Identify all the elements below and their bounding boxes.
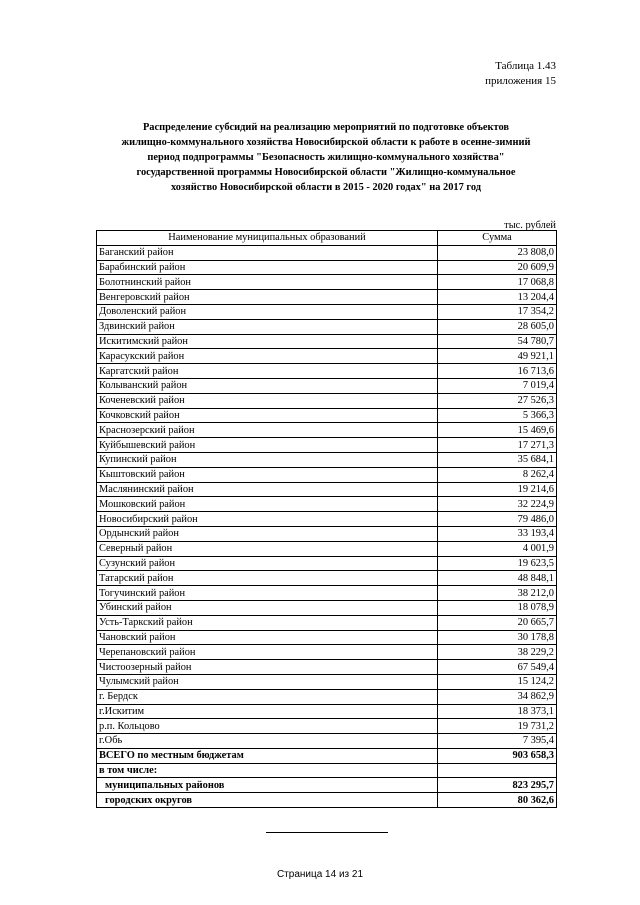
row-sum-cell: 17 354,2 bbox=[438, 304, 557, 319]
table-row bbox=[97, 319, 557, 334]
table-row bbox=[97, 571, 557, 586]
table-row bbox=[97, 689, 557, 704]
row-sum-cell: 15 469,6 bbox=[438, 423, 557, 438]
table-row bbox=[97, 674, 557, 689]
row-name-cell: Искитимский район bbox=[97, 334, 438, 349]
row-sum-cell: 48 848,1 bbox=[438, 571, 557, 586]
row-sum-cell: 79 486,0 bbox=[438, 512, 557, 527]
row-name-cell: Чановский район bbox=[97, 630, 438, 645]
row-sum-cell: 23 808,0 bbox=[438, 245, 557, 260]
footer-separator bbox=[266, 832, 388, 833]
row-name-cell: Ордынский район bbox=[97, 526, 438, 541]
table-row bbox=[97, 630, 557, 645]
table-row bbox=[97, 497, 557, 512]
table-row bbox=[97, 482, 557, 497]
row-name-cell: Болотнинский район bbox=[97, 275, 438, 290]
row-sum-cell: 5 366,3 bbox=[438, 408, 557, 423]
table-row bbox=[97, 334, 557, 349]
row-name-cell: Баганский район bbox=[97, 245, 438, 260]
appendix-reference: приложения 15 bbox=[485, 75, 556, 87]
table-row bbox=[97, 719, 557, 734]
row-name-cell: Карасукский район bbox=[97, 349, 438, 364]
row-name-cell: Маслянинский район bbox=[97, 482, 438, 497]
table-row bbox=[97, 645, 557, 660]
row-name-cell: в том числе: bbox=[97, 763, 438, 778]
row-sum-cell: 49 921,1 bbox=[438, 349, 557, 364]
row-sum-cell: 17 271,3 bbox=[438, 438, 557, 453]
row-name-cell: Барабинский район bbox=[97, 260, 438, 275]
row-name-cell: Убинский район bbox=[97, 600, 438, 615]
row-name-cell: Северный район bbox=[97, 541, 438, 556]
row-sum-cell: 16 713,6 bbox=[438, 364, 557, 379]
page-number: Страница 14 из 21 bbox=[276, 869, 364, 880]
row-sum-cell: 903 658,3 bbox=[438, 748, 557, 763]
title-line: период подпрограммы "Безопасность жилищно-коммунального хозяйства" bbox=[147, 152, 505, 163]
row-name-cell: Усть-Таркский район bbox=[97, 615, 438, 630]
table-row bbox=[97, 586, 557, 601]
row-sum-cell: 18 373,1 bbox=[438, 704, 557, 719]
row-name-cell: г.Искитим bbox=[97, 704, 438, 719]
total-row bbox=[97, 748, 557, 763]
table-row bbox=[97, 615, 557, 630]
row-sum-cell: 19 731,2 bbox=[438, 719, 557, 734]
table-row bbox=[97, 541, 557, 556]
table-row bbox=[97, 704, 557, 719]
row-name-cell: Кочковский район bbox=[97, 408, 438, 423]
row-name-cell: Мошковский район bbox=[97, 497, 438, 512]
units-label: тыс. рублей bbox=[504, 220, 556, 231]
row-name-cell: р.п. Кольцово bbox=[97, 719, 438, 734]
table-row bbox=[97, 556, 557, 571]
table-row bbox=[97, 452, 557, 467]
table-row bbox=[97, 423, 557, 438]
row-name-cell: Колыванский район bbox=[97, 378, 438, 393]
table-header-row bbox=[97, 231, 557, 246]
document-title bbox=[96, 120, 556, 195]
row-sum-cell: 19 214,6 bbox=[438, 482, 557, 497]
row-name-cell: ВСЕГО по местным бюджетам bbox=[97, 748, 438, 763]
row-name-cell: Краснозерский район bbox=[97, 423, 438, 438]
row-sum-cell: 19 623,5 bbox=[438, 556, 557, 571]
breakdown-row bbox=[97, 793, 557, 808]
table-row bbox=[97, 600, 557, 615]
row-name-cell: Черепановский район bbox=[97, 645, 438, 660]
row-name-cell: Коченевский район bbox=[97, 393, 438, 408]
row-name-cell: г.Обь bbox=[97, 734, 438, 749]
row-sum-cell: 54 780,7 bbox=[438, 334, 557, 349]
table-row bbox=[97, 408, 557, 423]
table-row bbox=[97, 349, 557, 364]
row-name-cell: Новосибирский район bbox=[97, 512, 438, 527]
row-sum-cell: 38 212,0 bbox=[438, 586, 557, 601]
row-name-cell: Купинский район bbox=[97, 452, 438, 467]
row-sum-cell: 80 362,6 bbox=[438, 793, 557, 808]
row-sum-cell: 8 262,4 bbox=[438, 467, 557, 482]
table-row bbox=[97, 260, 557, 275]
row-sum-cell: 34 862,9 bbox=[438, 689, 557, 704]
row-sum-cell: 20 609,9 bbox=[438, 260, 557, 275]
table-row bbox=[97, 660, 557, 675]
column-header-name: Наименование муниципальных образований bbox=[97, 231, 438, 246]
table-row bbox=[97, 526, 557, 541]
row-name-cell: Здвинский район bbox=[97, 319, 438, 334]
row-sum-cell: 18 078,9 bbox=[438, 600, 557, 615]
row-sum-cell: 4 001,9 bbox=[438, 541, 557, 556]
row-sum-cell: 7 019,4 bbox=[438, 378, 557, 393]
row-sum-cell: 38 229,2 bbox=[438, 645, 557, 660]
row-sum-cell: 17 068,8 bbox=[438, 275, 557, 290]
column-header-sum: Сумма bbox=[438, 231, 557, 246]
row-sum-cell: 20 665,7 bbox=[438, 615, 557, 630]
table-row bbox=[97, 734, 557, 749]
row-name-cell: Куйбышевский район bbox=[97, 438, 438, 453]
title-line: хозяйство Новосибирской области в 2015 - 2020 годах" на 2017 год bbox=[170, 182, 481, 193]
row-name-cell: городских округов bbox=[97, 793, 438, 808]
row-sum-cell: 13 204,4 bbox=[438, 290, 557, 305]
title-line: Распределение субсидий на реализацию мероприятий по подготовке объектов bbox=[142, 122, 510, 133]
row-name-cell: Тогучинский район bbox=[97, 586, 438, 601]
breakdown-row bbox=[97, 778, 557, 793]
table-row bbox=[97, 290, 557, 305]
title-line: государственной программы Новосибирской области "Жилищно-коммунальное bbox=[136, 167, 516, 178]
row-name-cell: Кыштовский район bbox=[97, 467, 438, 482]
row-name-cell: муниципальных районов bbox=[97, 778, 438, 793]
table-row bbox=[97, 393, 557, 408]
title-line: жилищно-коммунального хозяйства Новосибирской области к работе в осенне-зимний bbox=[121, 137, 531, 148]
table-row bbox=[97, 275, 557, 290]
table-row bbox=[97, 512, 557, 527]
row-sum-cell: 67 549,4 bbox=[438, 660, 557, 675]
table-row bbox=[97, 438, 557, 453]
table-reference: Таблица 1.43 bbox=[495, 60, 556, 72]
table-row bbox=[97, 467, 557, 482]
row-name-cell: Чистоозерный район bbox=[97, 660, 438, 675]
row-sum-cell: 33 193,4 bbox=[438, 526, 557, 541]
row-sum-cell: 7 395,4 bbox=[438, 734, 557, 749]
row-sum-cell: 28 605,0 bbox=[438, 319, 557, 334]
table-row bbox=[97, 245, 557, 260]
row-name-cell: Доволенский район bbox=[97, 304, 438, 319]
row-sum-cell: 15 124,2 bbox=[438, 674, 557, 689]
row-sum-cell: 823 295,7 bbox=[438, 778, 557, 793]
row-sum-cell bbox=[438, 763, 557, 778]
table-body bbox=[97, 245, 557, 807]
row-name-cell: г. Бердск bbox=[97, 689, 438, 704]
subsidy-table bbox=[96, 230, 557, 808]
row-sum-cell: 32 224,9 bbox=[438, 497, 557, 512]
including-row bbox=[97, 763, 557, 778]
row-sum-cell: 35 684,1 bbox=[438, 452, 557, 467]
row-name-cell: Венгеровский район bbox=[97, 290, 438, 305]
row-name-cell: Чулымский район bbox=[97, 674, 438, 689]
row-sum-cell: 27 526,3 bbox=[438, 393, 557, 408]
row-name-cell: Татарский район bbox=[97, 571, 438, 586]
table-row bbox=[97, 304, 557, 319]
row-name-cell: Сузунский район bbox=[97, 556, 438, 571]
table-row bbox=[97, 364, 557, 379]
row-name-cell: Каргатский район bbox=[97, 364, 438, 379]
table-row bbox=[97, 378, 557, 393]
row-sum-cell: 30 178,8 bbox=[438, 630, 557, 645]
